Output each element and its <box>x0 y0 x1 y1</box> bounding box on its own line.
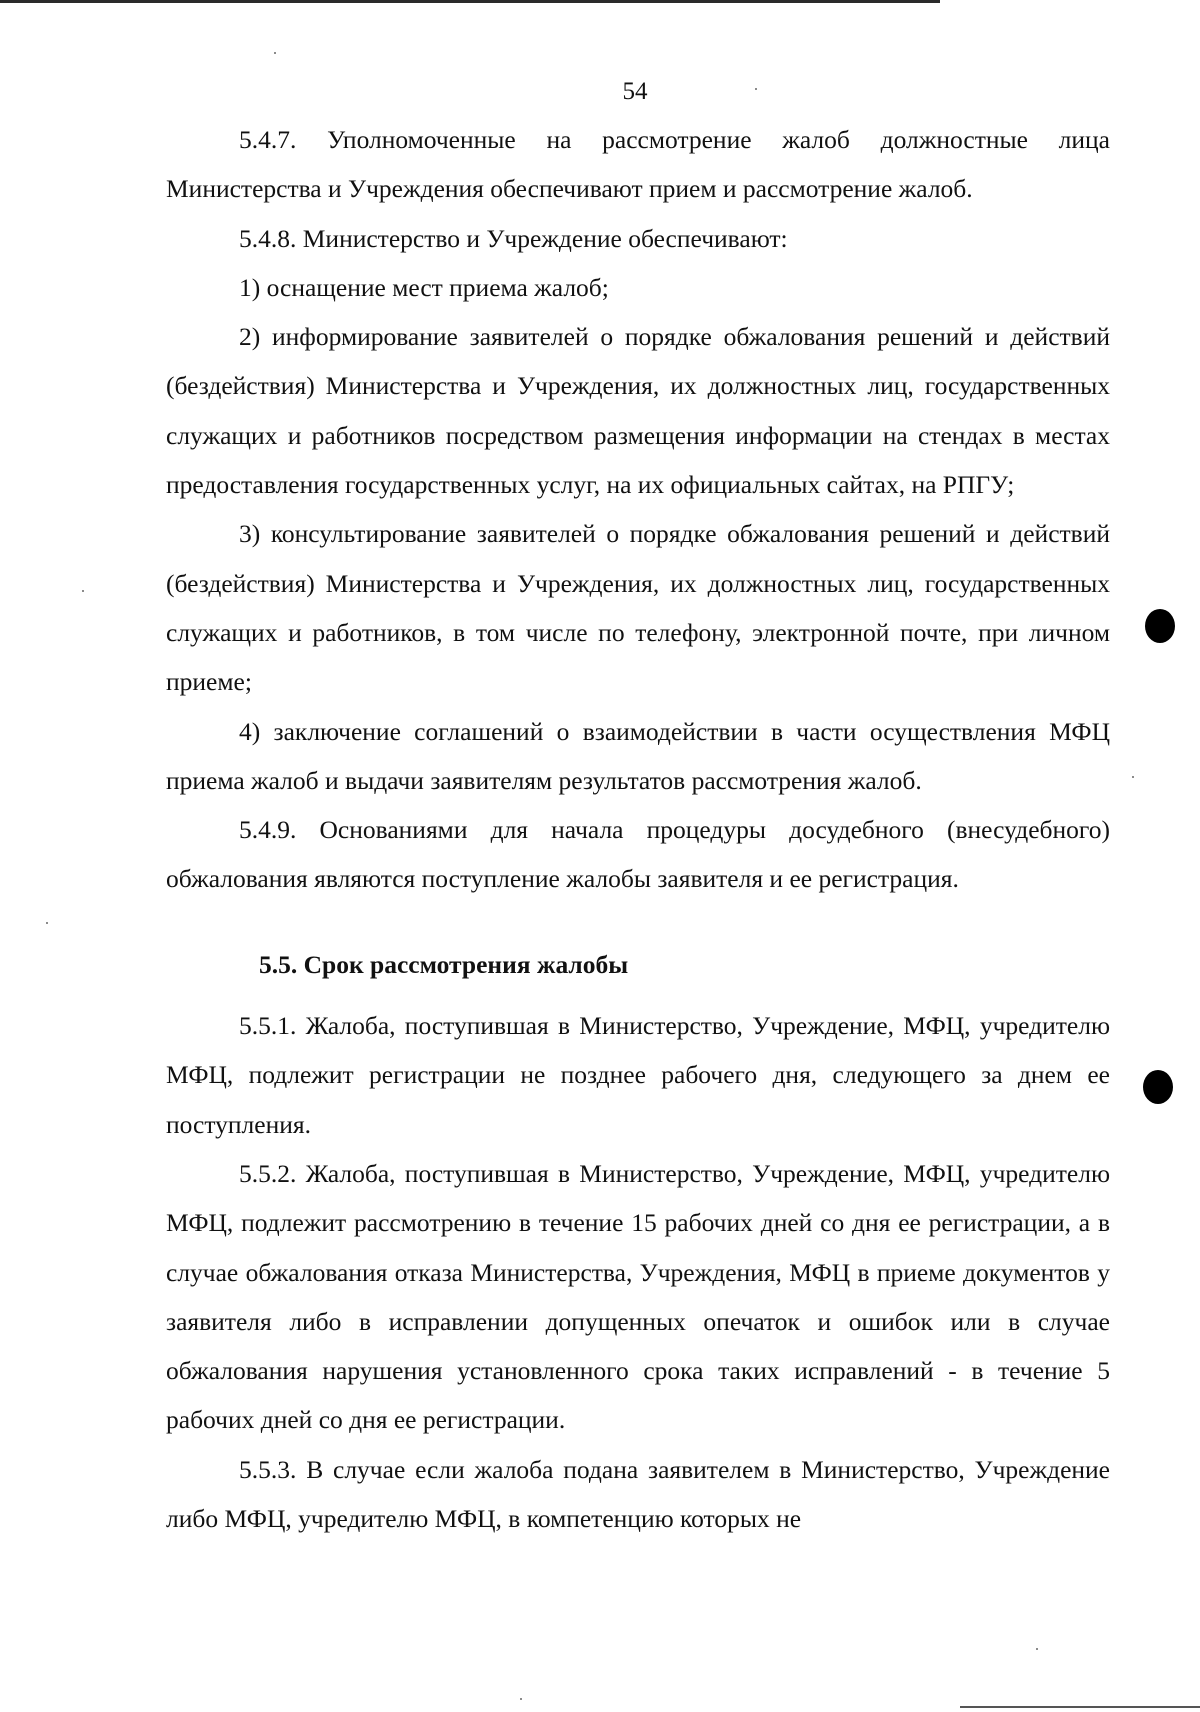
list-item-2: 2) информирование заявителей о порядке обжалования решений и действий (бездействия) Министерства и Учреждения, их должностных лиц, государственных служащих и работников посредством размещения информации на стендах в местах предоставления государственных услуг, на их официальных сайтах, на РПГУ; <box>166 322 1110 500</box>
list-item-4: 4) заключение соглашений о взаимодействии в части осуществления МФЦ приема жалоб и выдачи заявителям результатов рассмотрения жалоб. <box>166 716 1110 795</box>
scan-speck <box>46 922 48 924</box>
paragraph-5-5-3: 5.5.3. В случае если жалоба подана заявителем в Министерство, Учреждение либо МФЦ, учредителю МФЦ, в компетенцию которых не <box>166 1454 1110 1534</box>
paragraph-5-5-2: 5.5.2. Жалоба, поступившая в Министерство, Учреждение, МФЦ, учредителю МФЦ, подлежит рассмотрению в течение 15 рабочих дней со дня ее регистрации, а в случае обжалования отказа Министерства, Учреждения, МФЦ в приеме документов у заявителя либо в исправлении допущенных опечаток и ошибок или в случае обжалования нарушения установленного срока таких исправлений - в течение 5 рабочих дней со дня ее регистрации. <box>166 1158 1110 1435</box>
scan-speck <box>520 1698 522 1700</box>
punch-hole-mark <box>1145 609 1175 643</box>
punch-hole-mark <box>1143 1070 1173 1104</box>
paragraph-5-5-1: 5.5.1. Жалоба, поступившая в Министерство, Учреждение, МФЦ, учредителю МФЦ, подлежит регистрации не позднее рабочего дня, следующего за днем ее поступления. <box>166 1011 1110 1139</box>
section-heading: 5.5. Срок рассмотрения жалобы <box>259 949 629 979</box>
list-item-3: 3) консультирование заявителей о порядке обжалования решений и действий (бездействия) Министерства и Учреждения, их должностных лиц, государственных служащих и работников, в том числе по телефону, электронной почте, при личном приеме; <box>166 519 1110 697</box>
paragraph-5-4-7: 5.4.7. Уполномоченные на рассмотрение жалоб должностные лица Министерства и Учреждения обеспечивают прием и рассмотрение жалоб. <box>166 125 1110 204</box>
scan-speck <box>1132 776 1134 778</box>
list-item-1: 1) оснащение мест приема жалоб; <box>239 272 609 302</box>
scan-bottom-edge <box>960 1706 1200 1708</box>
scan-speck <box>755 88 757 90</box>
paragraph-5-4-8: 5.4.8. Министерство и Учреждение обеспечивают: <box>239 223 788 253</box>
paragraph-5-4-9: 5.4.9. Основаниями для начала процедуры досудебного (внесудебного) обжалования являются поступление жалобы заявителя и ее регистрация. <box>166 815 1110 894</box>
document-body <box>166 115 1110 1543</box>
scan-speck <box>274 52 276 54</box>
page-number: 54 <box>622 78 648 105</box>
scan-speck <box>1036 1648 1038 1650</box>
scan-speck <box>82 590 84 592</box>
scan-top-edge <box>0 0 940 3</box>
